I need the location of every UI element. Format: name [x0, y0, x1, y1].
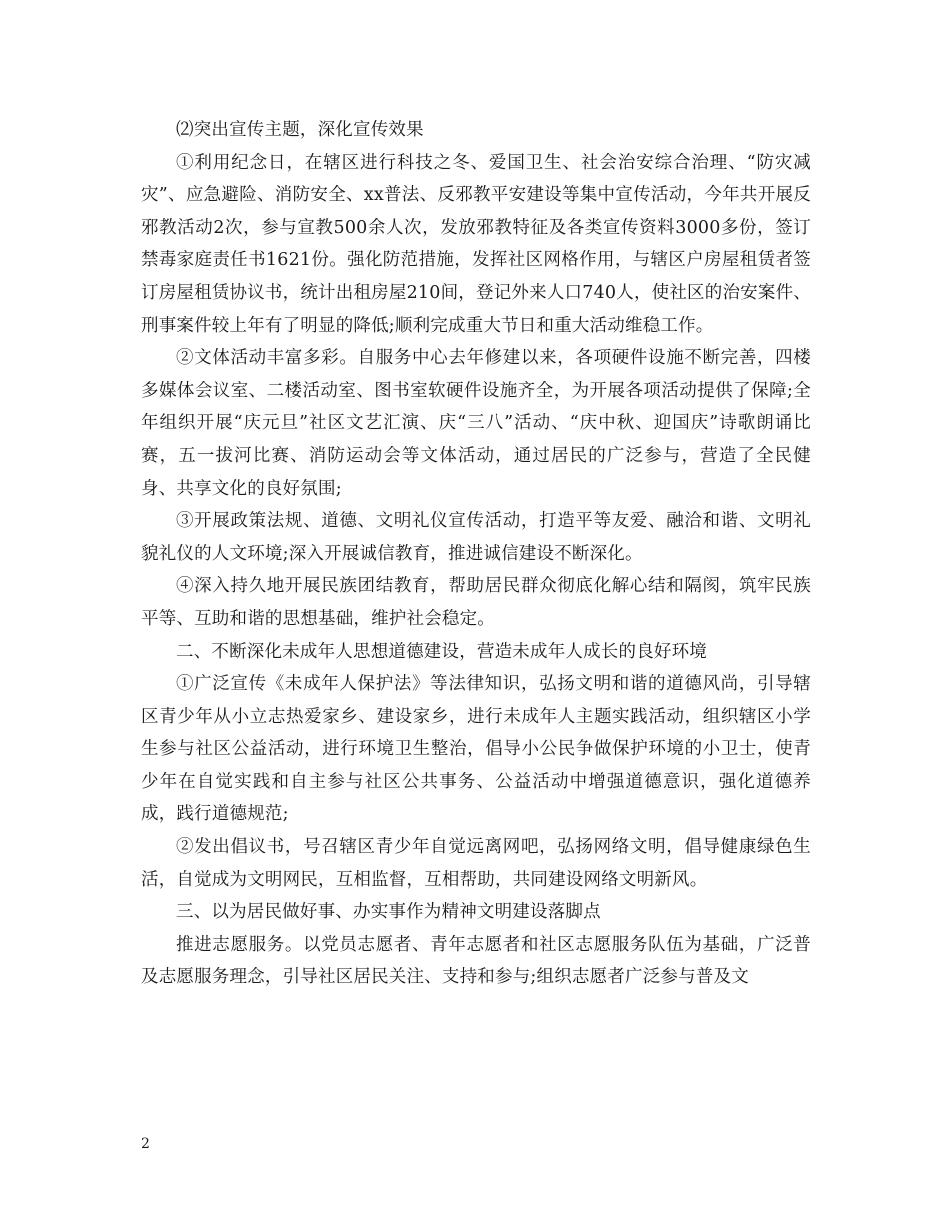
page-number: 2: [141, 1136, 150, 1152]
paragraph-ethnic-unity: ④深入持久地开展民族团结教育，帮助居民群众彻底化解心结和隔阂，筑牢民族平等、互助和谐的思想基础，维护社会稳定。: [141, 576, 811, 629]
paragraph-cultural-activities: ②文体活动丰富多彩。自服务中心去年修建以来，各项硬件设施不断完善，四楼多媒体会议室、二楼活动室、图书室软硬件设施齐全，为开展各项活动提供了保障;全年组织开展“庆元旦”社区文艺汇演、庆“三八”活动、“庆中秋、迎国庆”诗歌朗诵比赛，五一拔河比赛、消防运动会等文体活动，通过居民的广泛参与，营造了全民健身、共享文化的良好氛围;: [141, 348, 811, 499]
section-heading-publicity: ⑵突出宣传主题，深化宣传效果: [176, 120, 424, 140]
document-body: [141, 114, 811, 994]
paragraph-policy-etiquette: ③开展政策法规、道德、文明礼仪宣传活动，打造平等友爱、融洽和谐、文明礼貌礼仪的人文环境;深入开展诚信教育，推进诚信建设不断深化。: [141, 511, 811, 564]
paragraph-commemoration-days: ①利用纪念日，在辖区进行科技之冬、爱国卫生、社会治安综合治理、“防灾减灾”、应急避险、消防安全、xx普法、反邪教平安建设等集中宣传活动，今年共开展反邪教活动2次，参与宣教500余人次，发放邪教特征及各类宣传资料3000多份，签订禁毒家庭责任书1621份。强化防范措施，发挥社区网格作用，与辖区户房屋租赁者签订房屋租赁协议书，统计出租房屋210间，登记外来人口740人，使社区的治安案件、刑事案件较上年有了明显的降低;顺利完成重大节日和重大活动维稳工作。: [141, 152, 811, 336]
paragraph-internet-civility: ②发出倡议书，号召辖区青少年自觉远离网吧，弘扬网络文明，倡导健康绿色生活，自觉成为文明网民，互相监督，互相帮助，共同建设网络文明新风。: [141, 837, 811, 890]
section-heading-minors: 二、不断深化未成年人思想道德建设，营造未成年人成长的良好环境: [176, 641, 707, 662]
section-heading-good-deeds: 三、以为居民做好事、办实事作为精神文明建设落脚点: [176, 902, 601, 923]
paragraph-minor-protection: ①广泛宣传《未成年人保护法》等法律知识，弘扬文明和谐的道德风尚，引导辖区青少年从小立志热爱家乡、建设家乡，进行未成年人主题实践活动，组织辖区小学生参与社区公益活动，进行环境卫生整治，倡导小公民争做保护环境的小卫士，使青少年在自觉实践和自主参与社区公共事务、公益活动中增强道德意识，强化道德养成，践行道德规范;: [141, 674, 811, 825]
paragraph-volunteer-service: 推进志愿服务。以党员志愿者、青年志愿者和社区志愿服务队伍为基础，广泛普及志愿服务理念，引导社区居民关注、支持和参与;组织志愿者广泛参与普及文: [141, 934, 811, 988]
